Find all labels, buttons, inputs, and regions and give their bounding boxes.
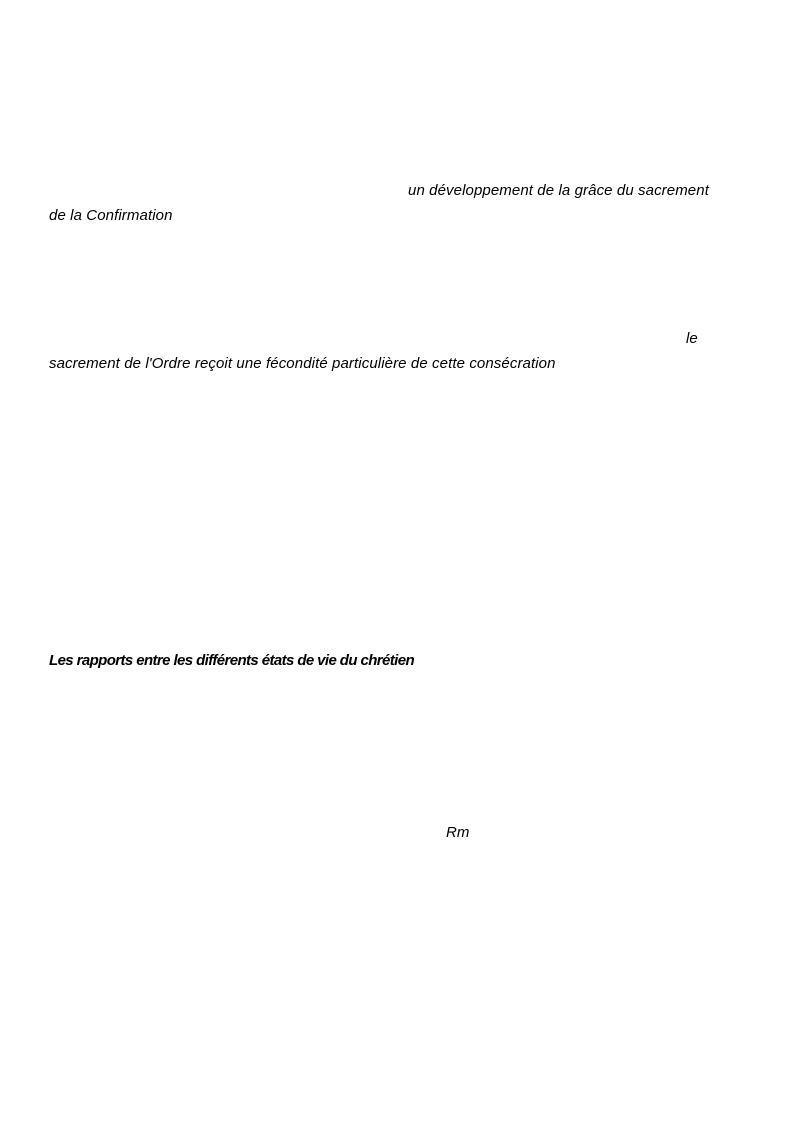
text-fragment-confirmation-line1: un développement de la grâce du sacrement [408, 182, 709, 199]
text-fragment-reference: Rm [446, 824, 470, 841]
section-heading: Les rapports entre les différents états de vie du chrétien [49, 652, 415, 669]
text-fragment-confirmation-line2: de la Confirmation [49, 207, 173, 224]
text-fragment-ordre-line2: sacrement de l'Ordre reçoit une fécondité particulière de cette consécration [49, 355, 556, 372]
text-fragment-ordre-line1: le [686, 330, 698, 347]
